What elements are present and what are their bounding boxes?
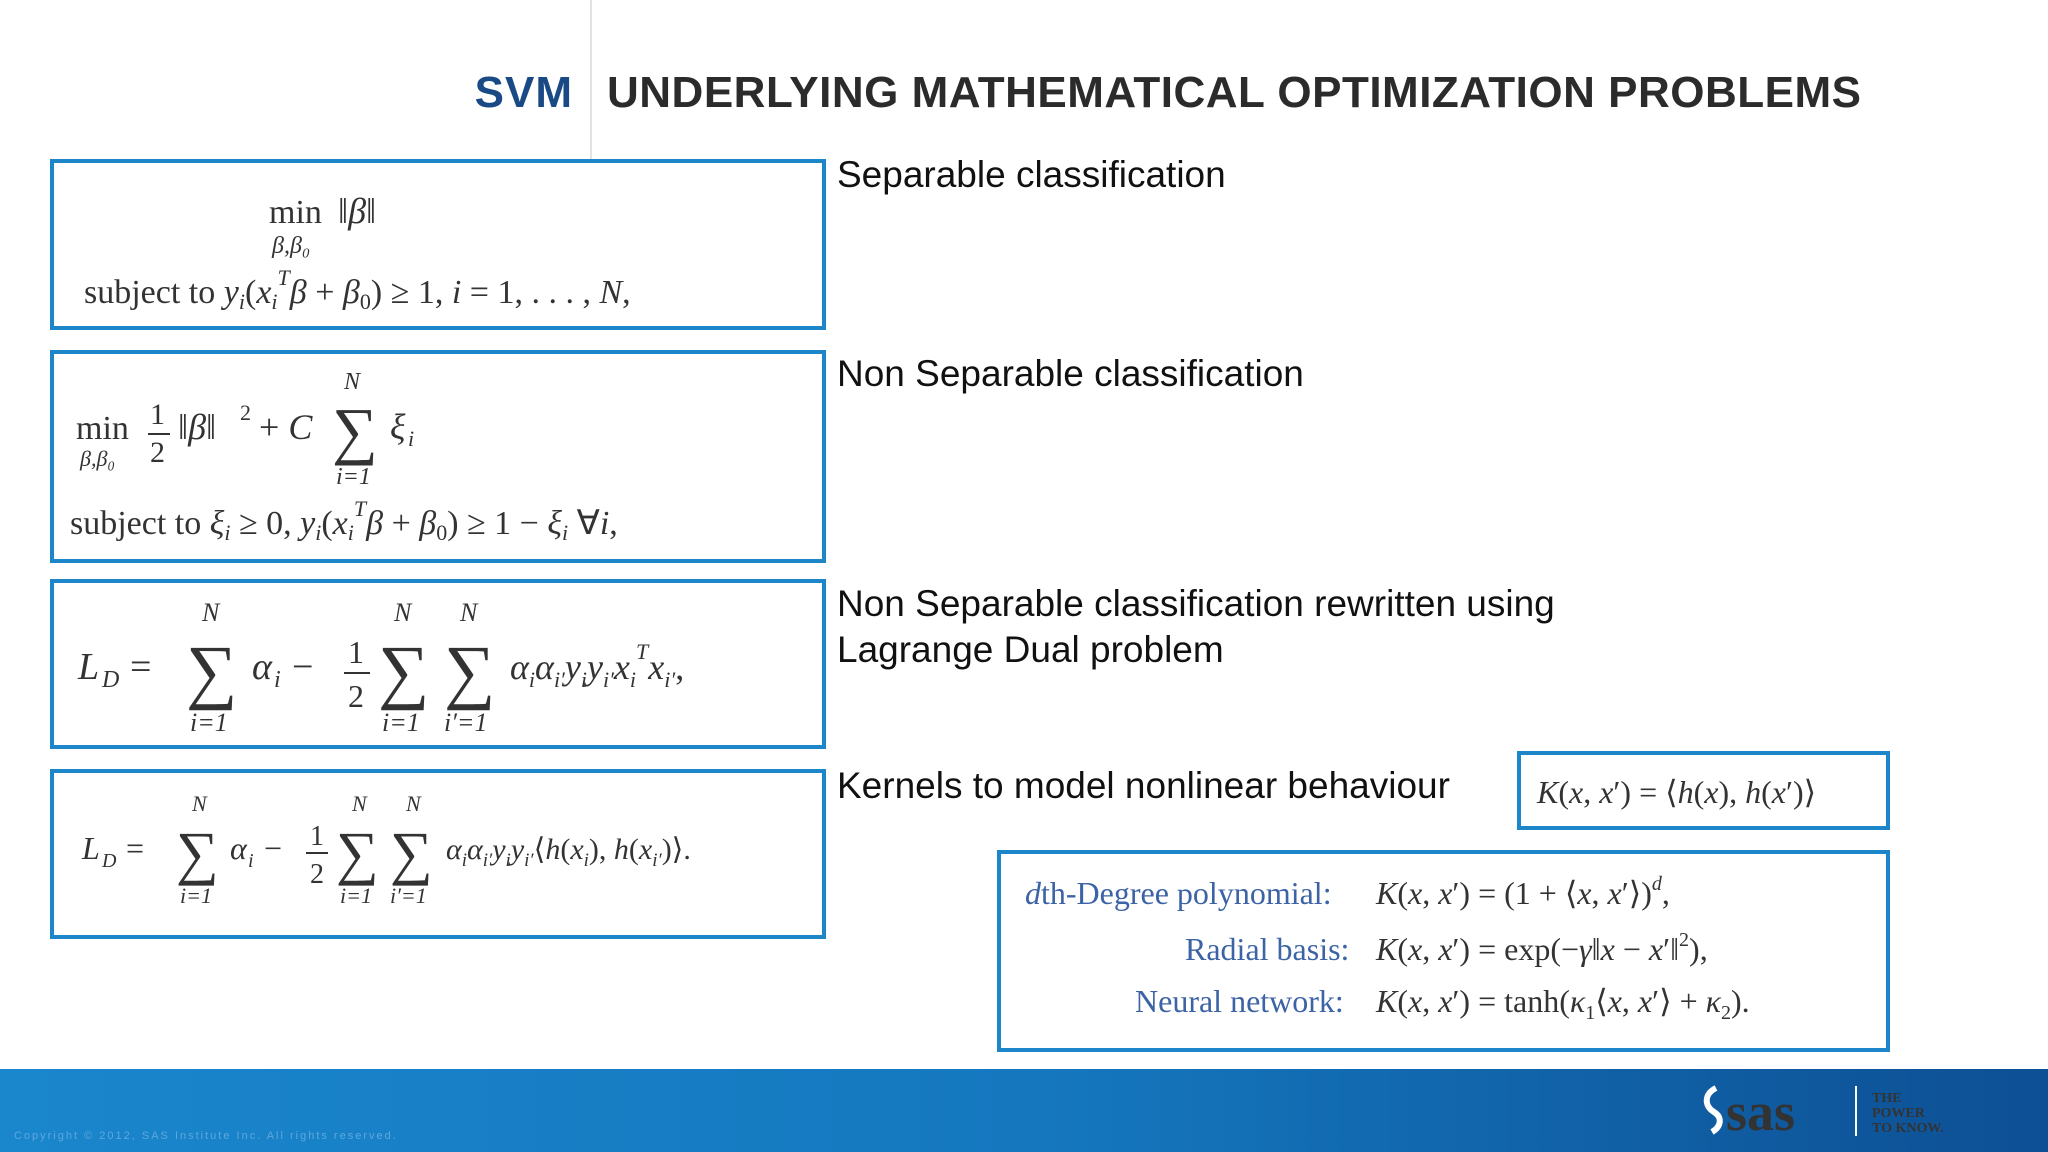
svg-text:N: N [394,598,412,627]
svg-text:β,β₀: β,β₀ [80,446,116,471]
svg-text:i=1: i=1 [190,708,228,737]
copyright-text: Copyright © 2012, SAS Institute Inc. All rights reserved. [14,1130,398,1142]
svg-text:2: 2 [310,859,324,890]
sas-logo [1700,1080,1980,1140]
svg-text:dth-Degree polynomial:: dth-Degree polynomial: [1025,875,1332,911]
kernel-choices-box [997,850,1890,1052]
separable-label: Separable classification [837,154,1226,195]
svg-text:∑: ∑ [176,820,219,886]
header-divider [590,0,592,160]
svg-text:i: i [248,850,254,872]
svg-text:subject to ξi ≥ 0, yi(xiTβ: subject to ξi ≥ 0, $yi(xi^T\beta + \beta 0) \ge 1 - \xi i$ ∀i, [70,496,618,545]
svg-text:∑: ∑ [390,820,433,886]
svg-text:2: 2 [348,678,364,714]
tagline-to-know: TO KNOW. [1872,1121,1944,1136]
svg-text:min: min [269,194,322,231]
kernel-choices-formulas [1001,854,1886,1048]
svg-text:∑: ∑ [336,820,379,886]
svg-text:αiαi′yiyi′⟨h(xi), h(xi′)⟩.: $\alpha_i\alpha_{i'}y_iy_{i'}⟨h(x_i)$, $h(x_{i'})⟩$. [446,833,691,871]
svg-text:Radial basis:: Radial basis: [1185,931,1350,967]
sas-swirl-icon [1707,1088,1720,1132]
svg-text:D: D [102,667,120,693]
lagrange-label-line2: Lagrange Dual problem [837,629,1224,670]
svg-text:α: α [252,646,272,688]
separable-formula [54,163,822,326]
kernels-label: Kernels to model nonlinear behaviour [837,765,1450,806]
svg-text:N: N [406,791,421,816]
svg-text:D: D [102,850,117,872]
svg-text:∑: ∑ [186,631,238,711]
svg-text:ξ: ξ [390,407,406,447]
svg-text:i=1: i=1 [382,708,420,737]
svg-text:1: 1 [348,634,364,670]
kernel-dual-formula-box [50,769,826,939]
svg-text:N: N [344,369,361,395]
tagline-power: POWER [1872,1106,1925,1121]
svg-text:+ C: + C [259,407,313,447]
svg-text:‖β‖: ‖β‖ [338,191,377,231]
svg-text:i′=1: i′=1 [444,708,488,737]
svg-text:N: N [352,791,367,816]
kernel-definition-formula [1521,755,1886,826]
svg-text:‖β‖: ‖β‖ [178,407,217,447]
svg-text:K(x, x′) = exp(−γ‖x − x′‖2),: K(x, x′) = exp(−γ‖x − x′‖$^2$), [1376,929,1708,967]
non-separable-formula [54,354,822,559]
svg-text:i′=1: i′=1 [390,883,427,908]
svg-text:−: − [264,830,283,866]
tagline-the: THE [1872,1091,1902,1106]
svg-text:=: = [126,830,145,866]
svg-text:i=1: i=1 [180,883,212,908]
separable-formula-box [50,159,826,330]
svg-text:=: = [130,646,152,688]
svg-text:∑: ∑ [444,631,496,711]
svg-text:i=1: i=1 [340,883,372,908]
svg-text:αiαi′yiyi′xiTxi′,: $\alpha_i\alpha_{i'}y_iy_{i'}x_i^Tx_{i'}$, [510,639,685,692]
svg-text:1: 1 [150,398,165,431]
svg-text:α: α [230,830,247,866]
lagrange-dual-formula [54,583,822,745]
svg-text:L: L [82,830,100,866]
lagrange-label-line1: Non Separable classification rewritten using [837,583,1555,624]
svg-text:i=1: i=1 [336,464,371,490]
svm-label: SVM [474,68,573,117]
lagrange-dual-formula-box [50,579,826,749]
svg-text:K(x, x′) = tanh(κ1⟨x, x′⟩ + κ2: K(x, $x') = \tanh(\kappa_1⟨x$, x′⟩ + $\kappa_2$). [1376,983,1750,1024]
svg-text:∑: ∑ [378,631,430,711]
non-separable-label: Non Separable classification [837,353,1304,394]
page-title: UNDERLYING MATHEMATICAL OPTIMIZATION PROBLEMS [607,68,1862,117]
svg-text:−: − [292,646,314,688]
kernel-definition-box [1517,751,1890,830]
svg-text:1: 1 [310,821,324,852]
svg-text:2: 2 [150,436,165,469]
svg-text:K(x, x′) = (1 + ⟨x, x′⟩)d,: K(x, x′) = (1 + ⟨x, x′⟩)$^d$, [1376,873,1670,911]
svg-text:i: i [274,667,281,693]
svg-text:i: i [408,426,415,451]
svg-text:min: min [76,410,129,447]
kernel-dual-formula [54,773,822,935]
svg-text:N: N [202,598,220,627]
sas-logo-text: sas [1726,1082,1796,1140]
svg-text:N: N [460,598,478,627]
svg-text:β,β₀: β,β₀ [272,233,311,259]
svg-text:∑: ∑ [332,395,378,466]
svg-text:N: N [192,791,207,816]
svg-text:subject to yi(xiTβ + β0) ≥ 1,: subject to $yi(xi^T\beta + \beta 0) \ge 1$, i = 1, . . . , N, [84,265,631,314]
svg-text:K(x, x′) = ⟨h(x), h(x′)⟩: K(x, x′) = ⟨h(x), h(x′)⟩ [1537,774,1817,810]
svg-text:Neural network:: Neural network: [1135,983,1344,1019]
svg-text:2: 2 [240,400,251,425]
non-separable-formula-box [50,350,826,563]
svg-text:L: L [78,646,100,688]
